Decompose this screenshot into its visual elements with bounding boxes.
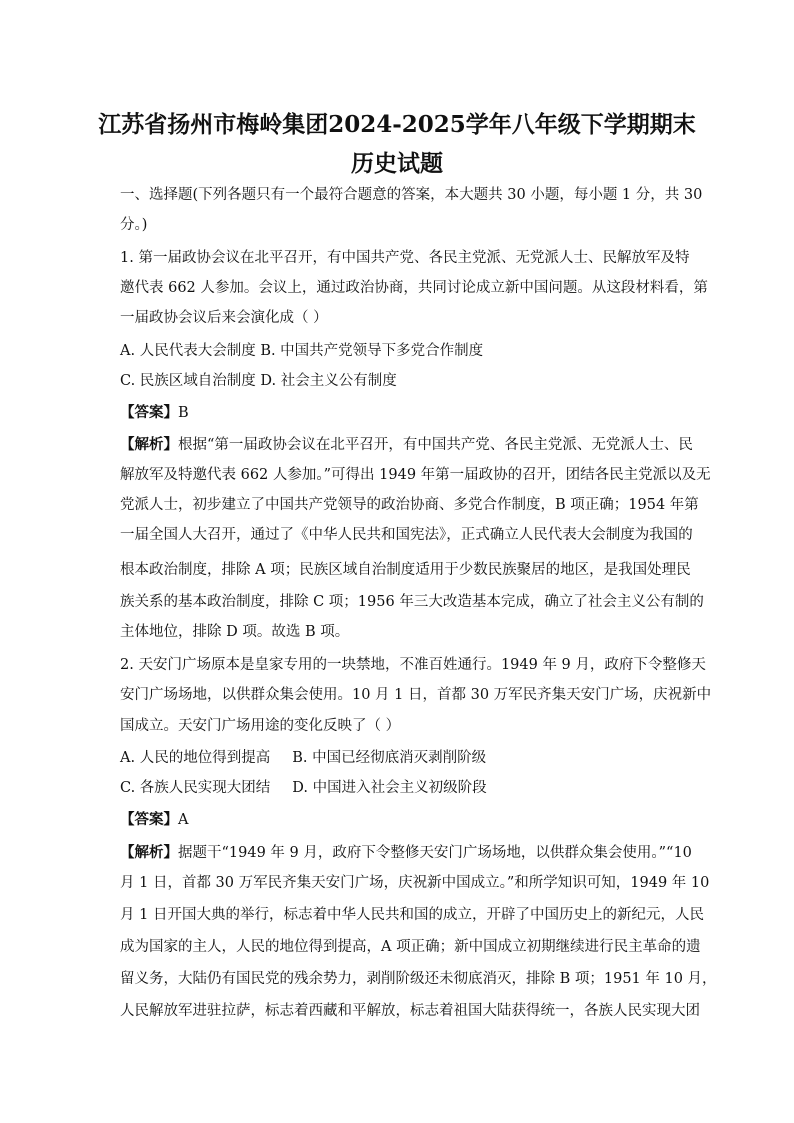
q1-option-d: D. 社会主义公有制度	[260, 373, 397, 389]
q2-analysis-line1	[120, 838, 692, 868]
q2-analysis-label: 【解析】	[120, 844, 178, 861]
q1-analysis-line7: 主体地位，排除 D 项。故选 B 项。	[120, 624, 350, 640]
q2-option-a: A. 人民的地位得到提高	[120, 750, 271, 766]
q2-option-b: B. 中国已经彻底消灭剥削阶级	[292, 750, 487, 766]
q1-analysis-line6: 族关系的基本政治制度，排除 C 项；1956 年三大改造基本完成，确立了社会主义公有制的	[120, 594, 704, 610]
q1-analysis-line2: 解放军及特邀代表 662 人参加。”可得出 1949 年第一届政协的召开，团结各民主党派以及无	[120, 467, 711, 483]
q2-answer-value: A	[178, 812, 189, 828]
q1-options-ab	[120, 336, 680, 366]
q1-analysis-line1	[120, 430, 693, 460]
q1-option-b: B. 中国共产党领导下多党合作制度	[260, 343, 484, 359]
section-heading-line2: 分。)	[120, 217, 148, 233]
q2-analysis-line5: 留义务，大陆仍有国民党的残余势力，剥削阶级还未彻底消灭，排除 B 项；1951 年 10 月，	[120, 971, 717, 987]
q2-analysis-line4: 成为国家的主人，人民的地位得到提高，A 项正确；新中国成立初期继续进行民主革命的遗	[120, 939, 701, 955]
q1-options-cd	[120, 366, 680, 396]
q1-stem-line3: 一届政协会议后来会演化成（ ）	[120, 310, 328, 326]
q1-answer	[120, 398, 680, 428]
q2-options-ab	[120, 743, 680, 773]
q1-option-c: C. 民族区域自治制度	[120, 373, 256, 389]
q2-options-cd	[120, 773, 680, 803]
q1-analysis-label: 【解析】	[120, 436, 178, 453]
document-title: 江苏省扬州市梅岭集团2024-2025学年八年级下学期期末	[98, 111, 696, 138]
q2-stem-line2: 安门广场场地，以供群众集会使用。10 月 1 日，首都 30 万军民齐集天安门广场，庆祝新中	[120, 687, 712, 703]
q1-analysis-text-1: 根据“第一届政协会议在北平召开，有中国共产党、各民主党派、无党派人士、民	[178, 437, 693, 453]
q1-analysis-line5: 根本政治制度，排除 A 项；民族区域自治制度适用于少数民族聚居的地区，是我国处理民	[120, 562, 691, 578]
q2-stem-line1: 2. 天安门广场原本是皇家专用的一块禁地，不准百姓通行。1949 年 9 月，政府下令整修天	[120, 657, 706, 673]
q1-stem-line1: 1. 第一届政协会议在北平召开，有中国共产党、各民主党派、无党派人士、民解放军及特	[120, 250, 690, 266]
q2-analysis-text-1: 据题干“1949 年 9 月，政府下令整修天安门广场场地，以供群众集会使用。”“10	[178, 845, 692, 861]
q1-analysis-line3: 党派人士，初步建立了中国共产党领导的政治协商、多党合作制度，B 项正确；1954 年第	[120, 497, 699, 513]
q2-answer	[120, 805, 680, 835]
q1-answer-label: 【答案】	[120, 404, 178, 421]
q2-stem-line3: 国成立。天安门广场用途的变化反映了（ ）	[120, 718, 401, 734]
q2-option-c: C. 各族人民实现大团结	[120, 780, 271, 796]
q1-stem-line2: 邀代表 662 人参加。会议上，通过政治协商，共同讨论成立新中国问题。从这段材料看，第	[120, 280, 708, 296]
q1-answer-value: B	[178, 405, 189, 421]
q2-analysis-line3: 月 1 日开国大典的举行，标志着中华人民共和国的成立，开辟了中国历史上的新纪元，人民	[120, 907, 704, 923]
section-heading-line1: 一、选择题(下列各题只有一个最符合题意的答案，本大题共 30 小题，每小题 1 分，共 30	[120, 187, 703, 203]
document-subtitle: 历史试题	[351, 150, 443, 177]
q1-analysis-line4: 一届全国人大召开，通过了《中华人民共和国宪法》，正式确立人民代表大会制度为我国的	[120, 527, 693, 543]
q2-analysis-line6: 人民解放军进驻拉萨，标志着西藏和平解放，标志着祖国大陆获得统一，各族人民实现大团	[120, 1003, 700, 1019]
q2-answer-label: 【答案】	[120, 811, 178, 828]
q2-option-d: D. 中国进入社会主义初级阶段	[292, 780, 487, 796]
q1-option-a: A. 人民代表大会制度	[120, 343, 256, 359]
q2-analysis-line2: 月 1 日，首都 30 万军民齐集天安门广场，庆祝新中国成立。”和所学知识可知，1949 年 10	[120, 875, 710, 891]
